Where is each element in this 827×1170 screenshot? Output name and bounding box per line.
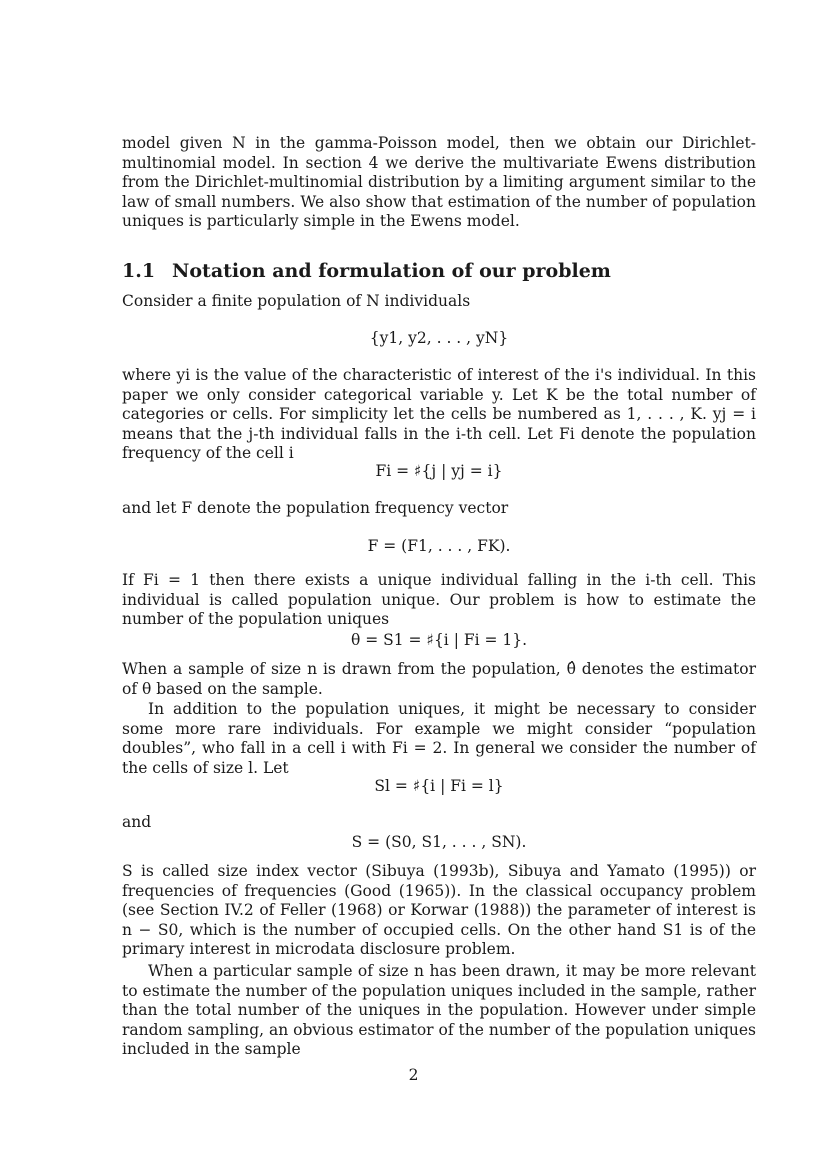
paragraph-if: If Fi = 1 then there exists a unique individual falling in the i-th cell. This individual is called population unique. Our problem is how to estimate the number of the population uniques xyxy=(122,571,756,629)
paragraph-when: When a particular sample of size n has been drawn, it may be more relevant to estimate the number of the population uniques included in the sample, rather than the total number of the uniques in the population. However under simple random sampling, an obvious estimator of the number of the population uniques included in the sample xyxy=(122,962,756,1059)
paragraph-sample: When a sample of size n is drawn from the population, θ̂ denotes the estimator of θ based on the sample. xyxy=(122,660,756,698)
paragraph-addition: In addition to the population uniques, it might be necessary to consider some more rare individuals. For example we might consider “population doubles”, who fall in a cell i with Fi = 2. In general we consider the number of the cells of size l. Let xyxy=(122,700,756,777)
paragraph-where: where yi is the value of the characteristic of interest of the i's individual. In this paper we only consider categorical variable y. Let K be the total number of categories or cells. For simplicity let the cells be numbered as 1, . . . , K. yj = i means that the j-th individual falls in the i-th cell. Let Fi denote the population frequency of the cell i xyxy=(122,366,756,463)
section-heading xyxy=(122,259,611,283)
paragraph-consider: Consider a finite population of N individuals xyxy=(122,292,471,310)
section-number: 1.1 xyxy=(122,260,156,282)
equation-Fi: Fi = ♯{j | yj = i} xyxy=(375,462,503,480)
page-number: 2 xyxy=(408,1066,419,1084)
equation-F: F = (F1, . . . , FK). xyxy=(367,537,511,555)
section-title: Notation and formulation of our problem xyxy=(172,260,611,282)
paragraph-intro: model given N in the gamma-Poisson model, then we obtain our Dirichlet-multinomial model. In section 4 we derive the multivariate Ewens distribution from the Dirichlet-multinomial distribution by a limiting argument similar to the law of small numbers. We also show that estimation of the number of population uniques is particularly simple in the Ewens model. xyxy=(122,134,756,231)
equation-population: {y1, y2, . . . , yN} xyxy=(369,329,509,347)
paragraph-S-called: S is called size index vector (Sibuya (1993b), Sibuya and Yamato (1995)) or frequencies of frequencies (Good (1965)). In the classical occupancy problem (see Section IV.2 of Feller (1968) or Korwar (1988)) the parameter of interest is n − S0, which is the number of occupied cells. On the other hand S1 is of the primary interest in microdata disclosure problem. xyxy=(122,862,756,959)
equation-theta: θ = S1 = ♯{i | Fi = 1}. xyxy=(350,631,528,649)
equation-S: S = (S0, S1, . . . , SN). xyxy=(351,833,527,851)
paragraph-and: and xyxy=(122,813,152,831)
paragraph-let-F: and let F denote the population frequency vector xyxy=(122,499,509,517)
equation-Sl: Sl = ♯{i | Fi = l} xyxy=(374,777,504,795)
